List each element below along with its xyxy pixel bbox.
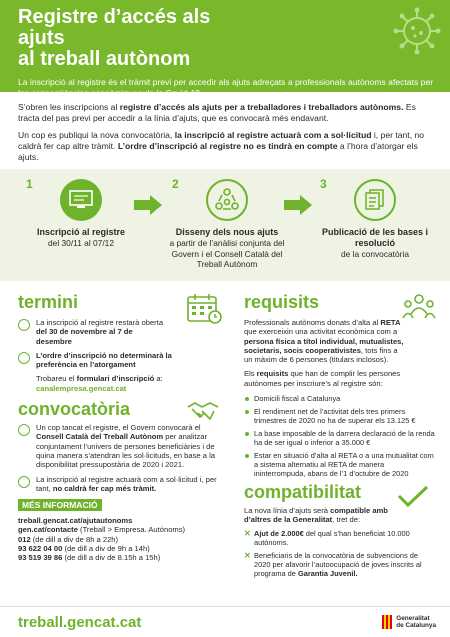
- intro-paragraph-2: Un cop es publiqui la nova convocatòria, la inscripció al registre actuarà com a sol·licitud i, per tant, no caldrà fer cap altre tràmit. L’ordre d’inscripció al registre no es tindrà en compte a l’hora d’atorgar els ajuts.: [18, 130, 425, 162]
- alert-icon: [18, 352, 30, 364]
- requisits-intro: Els requisits que han de complir les persones autònomes per inscriure’s al registre són:: [244, 369, 401, 388]
- list-item: ✕ Ajut de 2.000€ del qual s’han beneficiat 10.000 autònoms.: [244, 528, 410, 547]
- cross-icon: ✕: [244, 550, 251, 560]
- requisits-description: Professionals autònoms donats d’alta al RETA que exerceixin una activitat econòmica com a persona física a títol individual, mutualistes, societaris, socis cooperativistes, tots fins a un màxim de 6 persones (titulars inclosos).: [244, 318, 404, 365]
- more-info-list: treball.gencat.cat/ajutautonoms gen.cat/contacte (Treball > Empresa. Autònoms) 012 (de dill a div de 8h a 22h) 93 622 04 00 (de dill a div de 9h a 14h) 93 519 39 86 (de dill a div de 8.15h a 15h): [18, 516, 186, 563]
- convocatoria-item-2: La inscripció al registre actuarà com a sol·licitud i, per tant, no caldrà fer cap més tràmit.: [18, 475, 224, 494]
- convocatoria-item-1: Un cop tancat el registre, el Govern convocarà el Consell Català del Treball Autònom per analitzar conjuntament l’univers de persones beneficiàries i de quina manera s’atendran les sol·licituds, en base a la disponibilitat pressupostària de 2020 i 2021.: [18, 423, 224, 469]
- requisits-title: requisits: [244, 292, 320, 312]
- page-subtitle: La inscripció al registre és el tràmit previ per accedir als ajuts adreçats a professionals autònoms afectats per les conseqüències econòmiques de la Covid-19: [18, 77, 434, 98]
- compatibilitat-list: [244, 529, 436, 578]
- termini-form: Trobareu el formulari d’inscripció a: canalempresa.gencat.cat: [36, 374, 163, 393]
- compatibilitat-intro: La nova línia d’ajuts serà compatible amb d’altres de la Generalitat, tret de:: [244, 506, 388, 525]
- phone-936220400[interactable]: 93 622 04 00: [18, 544, 63, 554]
- termini-item-2: L’ordre d’inscripció no determinarà la preferència en l’atorgament: [18, 351, 178, 370]
- phone-012[interactable]: 012: [18, 534, 31, 544]
- cross-icon: ✕: [244, 528, 251, 538]
- list-item: El rendiment net de l’activitat dels tres primers trimestres de 2020 no ha de superar els 13.125 €: [244, 407, 436, 425]
- ajutautonoms-link[interactable]: treball.gencat.cat/ajutautonoms: [18, 516, 133, 526]
- list-item: ✕ Beneficiaris de la convocatòria de subvencions de 2020 per afavorir l’autoocupació de joves inscrits al programa de Garantia Juvenil.: [244, 550, 422, 578]
- list-item: Estar en situació d’alta al RETA o a una mutualitat com a sistema alternatiu al RETA de manera ininterrompuda, abans de l’1 d’octubre de 2020: [244, 451, 436, 478]
- list-item: Domicili fiscal a Catalunya: [244, 394, 436, 403]
- intro-section: [0, 92, 450, 163]
- computer-form-icon: [60, 179, 102, 221]
- compatibilitat-section: [244, 482, 436, 578]
- more-info-section: [18, 493, 224, 562]
- documents-icon: [354, 179, 396, 221]
- footer-url[interactable]: treball.gencat.cat: [18, 614, 142, 631]
- collaboration-icon: [206, 179, 248, 221]
- step-3: 3 Publicació de les bases i resolució de la convocatòria: [320, 177, 429, 259]
- contacte-link[interactable]: gen.cat/contacte: [18, 525, 78, 535]
- step-1: 1 Inscripció al registre del 30/11 al 07/12: [26, 177, 126, 248]
- termini-section: [18, 292, 224, 393]
- requisits-section: [244, 292, 436, 478]
- calendar-icon: [186, 292, 222, 324]
- people-icon: [402, 292, 436, 322]
- step-2: 2 Disseny dels nous ajuts a partir de l’anàlisi conjunta del Govern i el Consell Català del Treball Autònom: [169, 177, 285, 269]
- process-steps: [0, 169, 450, 281]
- left-column: [18, 292, 224, 563]
- right-column: [244, 292, 436, 582]
- document-icon: [18, 476, 30, 488]
- footer: [0, 606, 450, 637]
- header-banner: [0, 0, 450, 98]
- convocatoria-title: convocatòria: [18, 399, 131, 420]
- phone-935193986[interactable]: 93 519 39 86: [18, 553, 63, 563]
- senyera-icon: [382, 615, 392, 629]
- termini-item-1: La inscripció al registre restarà oberta del 30 de novembre al 7 de desembre: [18, 318, 168, 346]
- virus-icon: [392, 6, 442, 56]
- list-item: La base imposable de la darrera declaració de la renda ha de ser igual o inferior a 35.000 €: [244, 429, 436, 447]
- more-info-title: MÉS INFORMACIÓ: [18, 499, 102, 511]
- clock-icon: [18, 319, 30, 331]
- checkmark-icon: [396, 484, 430, 508]
- page-title: Registre d’accés als ajuts al treball autònom: [18, 6, 211, 70]
- generalitat-logo: Generalitat de Catalunya: [382, 615, 436, 629]
- compatibilitat-title: compatibilitat: [244, 482, 362, 503]
- requisits-list: [244, 394, 436, 478]
- info-icon: [18, 424, 30, 436]
- intro-paragraph-1: S’obren les inscripcions al registre d’accés als ajuts per a treballadores i treballadors autònoms. Es tracta del pas previ per accedir a la línia d’ajuts, que es convocarà més endavant.: [18, 102, 416, 123]
- canalempresa-link[interactable]: canalempresa.gencat.cat: [36, 383, 127, 393]
- convocatoria-section: [18, 399, 224, 493]
- details-columns: [0, 292, 450, 602]
- termini-title: termini: [18, 292, 79, 312]
- handshake-icon: [186, 399, 220, 423]
